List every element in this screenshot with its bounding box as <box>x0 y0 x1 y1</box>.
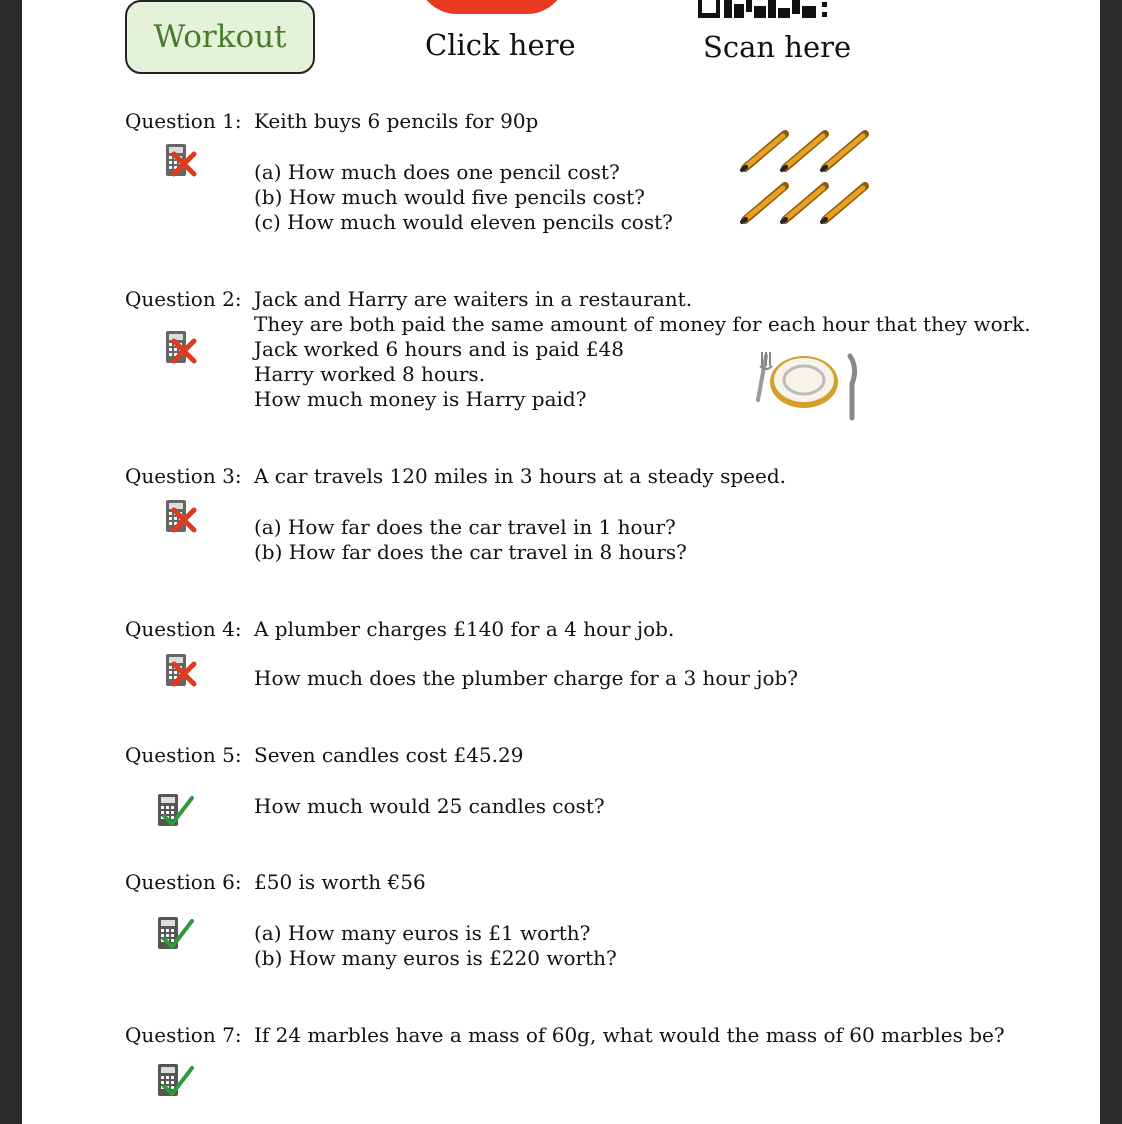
question-7-line: If 24 marbles have a mass of 60g, what would the mass of 60 marbles be? <box>254 1023 1005 1047</box>
question-1-parts <box>254 160 673 235</box>
question-6-number: Question 6: <box>125 870 242 894</box>
worksheet-page <box>22 0 1100 1124</box>
question-6-text <box>254 870 426 895</box>
no-calculator-icon <box>160 140 200 180</box>
question-5-line: Seven candles cost £45.29 <box>254 743 524 767</box>
no-calculator-icon <box>160 327 200 367</box>
question-5-text <box>254 743 523 768</box>
question-6-parts <box>254 921 617 971</box>
question-2-line-4: Harry worked 8 hours. <box>254 362 486 386</box>
question-4-number: Question 4: <box>125 617 242 641</box>
calculator-allowed-icon <box>154 790 194 830</box>
question-3-line: A car travels 120 miles in 3 hours at a steady speed. <box>254 464 786 488</box>
scan-here-label: Scan here <box>703 30 852 64</box>
question-2-text <box>254 287 1031 412</box>
no-calculator-icon <box>160 650 200 690</box>
calculator-allowed-icon <box>154 913 194 953</box>
question-6-part-b: (b) How many euros is £220 worth? <box>254 946 617 970</box>
question-3-parts <box>254 515 687 565</box>
click-here-label[interactable]: Click here <box>425 28 576 62</box>
plate-cutlery-icon <box>752 348 862 424</box>
question-2-line-5: How much money is Harry paid? <box>254 387 587 411</box>
question-3-text <box>254 464 786 489</box>
workout-label: Workout <box>153 19 287 55</box>
question-4-line: A plumber charges £140 for a 4 hour job. <box>254 617 675 641</box>
question-2-line-3: Jack worked 6 hours and is paid £48 <box>254 337 624 361</box>
question-1-line: Keith buys 6 pencils for 90p <box>254 109 539 133</box>
question-3-part-b: (b) How far does the car travel in 8 hours? <box>254 540 687 564</box>
question-5-question: How much would 25 candles cost? <box>254 794 605 818</box>
question-4-parts <box>254 666 798 691</box>
no-calculator-icon <box>160 496 200 536</box>
calculator-allowed-icon <box>154 1060 194 1100</box>
workout-button[interactable] <box>125 0 315 74</box>
question-7-number: Question 7: <box>125 1023 242 1047</box>
question-5-parts <box>254 794 605 819</box>
question-6-line: £50 is worth €56 <box>254 870 426 894</box>
pencils-icon <box>737 128 879 230</box>
question-2-line-1: Jack and Harry are waiters in a restaurant. <box>254 287 693 311</box>
question-3-number: Question 3: <box>125 464 242 488</box>
question-4-text <box>254 617 674 642</box>
question-1-part-a: (a) How much does one pencil cost? <box>254 160 620 184</box>
question-2-line-2: They are both paid the same amount of money for each hour that they work. <box>254 312 1031 336</box>
qr-code-icon[interactable] <box>698 0 834 18</box>
question-1-number: Question 1: <box>125 109 242 133</box>
question-4-question: How much does the plumber charge for a 3 hour job? <box>254 666 799 690</box>
question-1-part-b: (b) How much would five pencils cost? <box>254 185 645 209</box>
question-3-part-a: (a) How far does the car travel in 1 hour? <box>254 515 676 539</box>
question-6-part-a: (a) How many euros is £1 worth? <box>254 921 591 945</box>
question-1-part-c: (c) How much would eleven pencils cost? <box>254 210 673 234</box>
question-1-text <box>254 109 538 134</box>
question-7-text <box>254 1023 1005 1048</box>
question-5-number: Question 5: <box>125 743 242 767</box>
click-here-button[interactable] <box>417 0 567 14</box>
question-2-number: Question 2: <box>125 287 242 311</box>
